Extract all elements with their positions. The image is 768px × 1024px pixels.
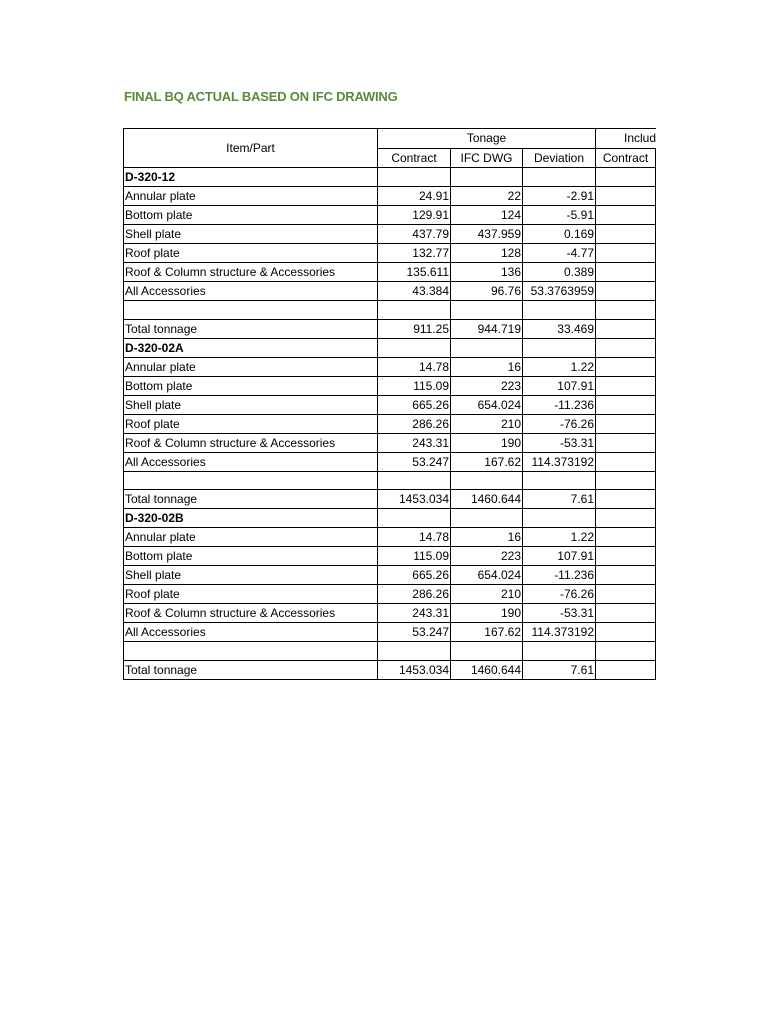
item-cell: Bottom plate [124, 547, 378, 566]
contract-cell: 1453.034 [378, 660, 451, 679]
section-header-row [124, 338, 657, 357]
table-row [124, 604, 657, 623]
deviation-cell: -4.77 [523, 244, 596, 263]
total-row [124, 319, 657, 338]
table-row [124, 206, 657, 225]
empty-cell [451, 301, 523, 320]
contract-cell: 129.91 [378, 206, 451, 225]
item-cell: Annular plate [124, 187, 378, 206]
extra-cell [656, 244, 657, 263]
ifc-dwg-cell: 16 [451, 357, 523, 376]
empty-cell [656, 168, 657, 187]
item-cell: Total tonnage [124, 319, 378, 338]
extra-cell [656, 187, 657, 206]
contract-cell: 24.91 [378, 187, 451, 206]
subheader-empty [656, 148, 657, 168]
included-contract-cell [596, 660, 656, 679]
deviation-cell: -11.236 [523, 395, 596, 414]
extra-cell [656, 623, 657, 642]
empty-cell [523, 301, 596, 320]
included-contract-cell [596, 395, 656, 414]
ifc-dwg-cell: 128 [451, 244, 523, 263]
subheader-deviation: Deviation [523, 148, 596, 168]
empty-cell [378, 471, 451, 490]
extra-cell [656, 566, 657, 585]
ifc-dwg-cell: 654.024 [451, 566, 523, 585]
table-row [124, 452, 657, 471]
item-cell: Annular plate [124, 528, 378, 547]
extra-cell [656, 528, 657, 547]
table-row [124, 566, 657, 585]
bq-table-body [124, 129, 657, 680]
empty-cell [451, 509, 523, 528]
table-row [124, 263, 657, 282]
empty-cell [656, 471, 657, 490]
included-contract-cell [596, 376, 656, 395]
item-cell: Roof plate [124, 585, 378, 604]
contract-cell: 437.79 [378, 225, 451, 244]
item-part-header: Item/Part [124, 129, 378, 168]
table-row [124, 225, 657, 244]
empty-cell [451, 338, 523, 357]
spreadsheet-viewport [123, 128, 656, 693]
empty-cell [596, 509, 656, 528]
ifc-dwg-cell: 210 [451, 585, 523, 604]
extra-cell [656, 452, 657, 471]
empty-cell [523, 168, 596, 187]
contract-cell: 53.247 [378, 452, 451, 471]
item-cell: Roof & Column structure & Accessories [124, 263, 378, 282]
empty-cell [523, 338, 596, 357]
item-cell: All Accessories [124, 452, 378, 471]
item-cell: Bottom plate [124, 206, 378, 225]
deviation-cell: -53.31 [523, 433, 596, 452]
ifc-dwg-cell: 437.959 [451, 225, 523, 244]
included-group-label: Includ [624, 131, 656, 146]
item-cell: Roof plate [124, 244, 378, 263]
included-contract-cell [596, 206, 656, 225]
ifc-dwg-cell: 16 [451, 528, 523, 547]
ifc-dwg-cell: 1460.644 [451, 490, 523, 509]
spacer-row [124, 301, 657, 320]
extra-cell [656, 206, 657, 225]
deviation-cell: -53.31 [523, 604, 596, 623]
item-cell: Shell plate [124, 566, 378, 585]
ifc-dwg-cell: 654.024 [451, 395, 523, 414]
ifc-dwg-cell: 167.62 [451, 452, 523, 471]
extra-cell [656, 376, 657, 395]
included-contract-cell [596, 490, 656, 509]
header-row-1 [124, 129, 657, 149]
empty-cell [656, 509, 657, 528]
empty-cell [378, 338, 451, 357]
empty-cell [656, 301, 657, 320]
empty-cell [378, 642, 451, 661]
ifc-dwg-cell: 22 [451, 187, 523, 206]
table-row [124, 585, 657, 604]
empty-cell [451, 642, 523, 661]
empty-cell [523, 642, 596, 661]
bq-table [123, 128, 656, 680]
table-row [124, 547, 657, 566]
empty-cell [523, 471, 596, 490]
empty-cell [596, 168, 656, 187]
empty-cell [596, 301, 656, 320]
deviation-cell: 114.373192 [523, 452, 596, 471]
extra-cell [656, 414, 657, 433]
item-cell: Shell plate [124, 395, 378, 414]
extra-cell [656, 433, 657, 452]
table-row [124, 187, 657, 206]
item-cell: Total tonnage [124, 490, 378, 509]
included-contract-cell [596, 452, 656, 471]
deviation-cell: 114.373192 [523, 623, 596, 642]
page-title: FINAL BQ ACTUAL BASED ON IFC DRAWING [124, 89, 398, 104]
included-contract-cell [596, 225, 656, 244]
item-cell: Roof plate [124, 414, 378, 433]
deviation-cell: 7.61 [523, 660, 596, 679]
contract-cell: 665.26 [378, 395, 451, 414]
total-row [124, 490, 657, 509]
contract-cell: 115.09 [378, 547, 451, 566]
item-cell: All Accessories [124, 623, 378, 642]
empty-cell [378, 168, 451, 187]
empty-cell [378, 509, 451, 528]
included-contract-cell [596, 244, 656, 263]
empty-cell [596, 338, 656, 357]
extra-cell [656, 660, 657, 679]
extra-cell [656, 263, 657, 282]
included-contract-cell [596, 547, 656, 566]
included-contract-cell [596, 604, 656, 623]
empty-cell [451, 168, 523, 187]
ifc-dwg-cell: 944.719 [451, 319, 523, 338]
table-row [124, 623, 657, 642]
table-row [124, 282, 657, 301]
spacer-row [124, 642, 657, 661]
contract-cell: 14.78 [378, 528, 451, 547]
extra-cell [656, 357, 657, 376]
empty-cell [124, 642, 378, 661]
item-cell: Annular plate [124, 357, 378, 376]
included-contract-cell [596, 566, 656, 585]
extra-cell [656, 585, 657, 604]
deviation-cell: 0.389 [523, 263, 596, 282]
empty-cell [451, 471, 523, 490]
deviation-cell: 107.91 [523, 547, 596, 566]
included-contract-cell [596, 414, 656, 433]
deviation-cell: 53.3763959 [523, 282, 596, 301]
ifc-dwg-cell: 223 [451, 376, 523, 395]
spacer-row [124, 471, 657, 490]
ifc-dwg-cell: 136 [451, 263, 523, 282]
deviation-cell: -76.26 [523, 414, 596, 433]
subheader-contract: Contract [378, 148, 451, 168]
item-cell: Shell plate [124, 225, 378, 244]
ifc-dwg-cell: 1460.644 [451, 660, 523, 679]
item-cell: Roof & Column structure & Accessories [124, 433, 378, 452]
deviation-cell: 33.469 [523, 319, 596, 338]
included-contract-cell [596, 623, 656, 642]
deviation-cell: -11.236 [523, 566, 596, 585]
included-group-header [596, 129, 657, 149]
table-row [124, 414, 657, 433]
table-row [124, 376, 657, 395]
ifc-dwg-cell: 124 [451, 206, 523, 225]
contract-cell: 43.384 [378, 282, 451, 301]
empty-cell [656, 338, 657, 357]
empty-cell [124, 301, 378, 320]
contract-cell: 53.247 [378, 623, 451, 642]
ifc-dwg-cell: 210 [451, 414, 523, 433]
table-row [124, 528, 657, 547]
item-cell: Total tonnage [124, 660, 378, 679]
deviation-cell: 1.22 [523, 357, 596, 376]
section-header-row [124, 509, 657, 528]
ifc-dwg-cell: 190 [451, 433, 523, 452]
table-row [124, 395, 657, 414]
subheader-included-contract: Contract [596, 148, 656, 168]
deviation-cell: 107.91 [523, 376, 596, 395]
contract-cell: 286.26 [378, 585, 451, 604]
item-cell: All Accessories [124, 282, 378, 301]
deviation-cell: -5.91 [523, 206, 596, 225]
contract-cell: 135.611 [378, 263, 451, 282]
deviation-cell: -2.91 [523, 187, 596, 206]
extra-cell [656, 547, 657, 566]
deviation-cell: 0.169 [523, 225, 596, 244]
ifc-dwg-cell: 223 [451, 547, 523, 566]
included-contract-cell [596, 282, 656, 301]
extra-cell [656, 282, 657, 301]
section-title: D-320-02A [124, 338, 378, 357]
contract-cell: 243.31 [378, 433, 451, 452]
section-header-row [124, 168, 657, 187]
deviation-cell: 7.61 [523, 490, 596, 509]
ifc-dwg-cell: 96.76 [451, 282, 523, 301]
item-cell: Bottom plate [124, 376, 378, 395]
deviation-cell: -76.26 [523, 585, 596, 604]
contract-cell: 115.09 [378, 376, 451, 395]
extra-cell [656, 319, 657, 338]
included-contract-cell [596, 528, 656, 547]
section-title: D-320-12 [124, 168, 378, 187]
empty-cell [656, 642, 657, 661]
table-row [124, 244, 657, 263]
included-contract-cell [596, 187, 656, 206]
empty-cell [523, 509, 596, 528]
included-contract-cell [596, 357, 656, 376]
included-contract-cell [596, 585, 656, 604]
extra-cell [656, 490, 657, 509]
contract-cell: 911.25 [378, 319, 451, 338]
item-cell: Roof & Column structure & Accessories [124, 604, 378, 623]
empty-cell [378, 301, 451, 320]
contract-cell: 1453.034 [378, 490, 451, 509]
included-contract-cell [596, 263, 656, 282]
table-row [124, 357, 657, 376]
contract-cell: 243.31 [378, 604, 451, 623]
extra-cell [656, 604, 657, 623]
contract-cell: 132.77 [378, 244, 451, 263]
tonage-group-header: Tonage [378, 129, 596, 149]
total-row [124, 660, 657, 679]
section-title: D-320-02B [124, 509, 378, 528]
empty-cell [124, 471, 378, 490]
ifc-dwg-cell: 167.62 [451, 623, 523, 642]
extra-cell [656, 395, 657, 414]
included-contract-cell [596, 319, 656, 338]
extra-cell [656, 225, 657, 244]
subheader-ifc-dwg: IFC DWG [451, 148, 523, 168]
contract-cell: 286.26 [378, 414, 451, 433]
contract-cell: 665.26 [378, 566, 451, 585]
contract-cell: 14.78 [378, 357, 451, 376]
empty-cell [596, 642, 656, 661]
included-contract-cell [596, 433, 656, 452]
deviation-cell: 1.22 [523, 528, 596, 547]
ifc-dwg-cell: 190 [451, 604, 523, 623]
table-row [124, 433, 657, 452]
empty-cell [596, 471, 656, 490]
